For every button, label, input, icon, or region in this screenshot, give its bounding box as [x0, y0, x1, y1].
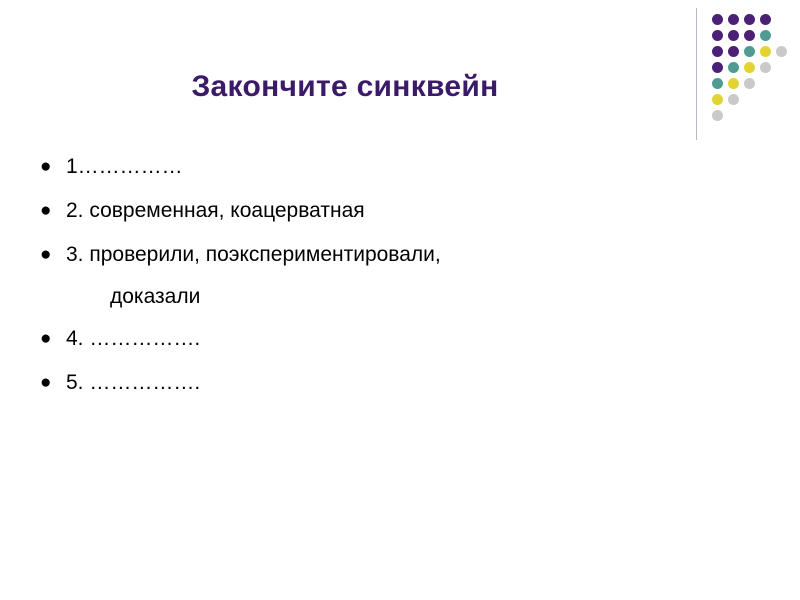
dot-purple [744, 30, 755, 41]
list-item-label: 3. проверили, поэкспериментировали, [66, 243, 441, 266]
dot-purple [712, 62, 723, 73]
dot-white [728, 110, 739, 121]
dot-white [760, 94, 771, 105]
dot-teal [712, 78, 723, 89]
dot-teal [728, 62, 739, 73]
dot-teal [760, 30, 771, 41]
bullet-icon: ● [40, 156, 52, 177]
dot-yellow [760, 46, 771, 57]
dot-white [776, 110, 787, 121]
dot-purple [728, 30, 739, 41]
dot-purple [728, 14, 739, 25]
dot-purple [744, 14, 755, 25]
list-item-continuation: доказали [110, 285, 201, 308]
list-item [40, 324, 690, 354]
list-item [40, 240, 690, 270]
page-title: Закончите синквейн [191, 70, 499, 103]
dot-grid-decoration [712, 14, 792, 136]
dot-white [776, 94, 787, 105]
dot-white [776, 62, 787, 73]
dot-yellow [744, 62, 755, 73]
dot-white [776, 30, 787, 41]
dot-purple [728, 46, 739, 57]
list-item-label: 4. ……………. [66, 327, 201, 350]
list-item [40, 196, 690, 226]
dot-white [776, 78, 787, 89]
dot-gray [760, 62, 771, 73]
dot-white [744, 110, 755, 121]
list-item-label: 5. ……………. [66, 371, 201, 394]
dot-purple [760, 14, 771, 25]
dot-white [776, 14, 787, 25]
dot-yellow [728, 78, 739, 89]
dot-gray [776, 46, 787, 57]
vertical-divider [696, 8, 697, 140]
dot-gray [744, 78, 755, 89]
dot-yellow [712, 94, 723, 105]
dot-gray [712, 110, 723, 121]
list-item-label: 1…………… [66, 155, 183, 178]
dot-purple [712, 46, 723, 57]
dot-teal [744, 46, 755, 57]
bullet-icon: ● [40, 328, 52, 349]
dot-purple [712, 30, 723, 41]
bullet-icon: ● [40, 244, 52, 265]
bullet-list [40, 152, 690, 412]
bullet-icon: ● [40, 200, 52, 221]
dot-white [744, 94, 755, 105]
dot-purple [712, 14, 723, 25]
list-item [40, 368, 690, 398]
list-item-label: 2. современная, коацерватная [66, 199, 365, 222]
dot-white [760, 110, 771, 121]
dot-gray [728, 94, 739, 105]
list-item [40, 152, 690, 182]
bullet-icon: ● [40, 372, 52, 393]
dot-white [760, 78, 771, 89]
